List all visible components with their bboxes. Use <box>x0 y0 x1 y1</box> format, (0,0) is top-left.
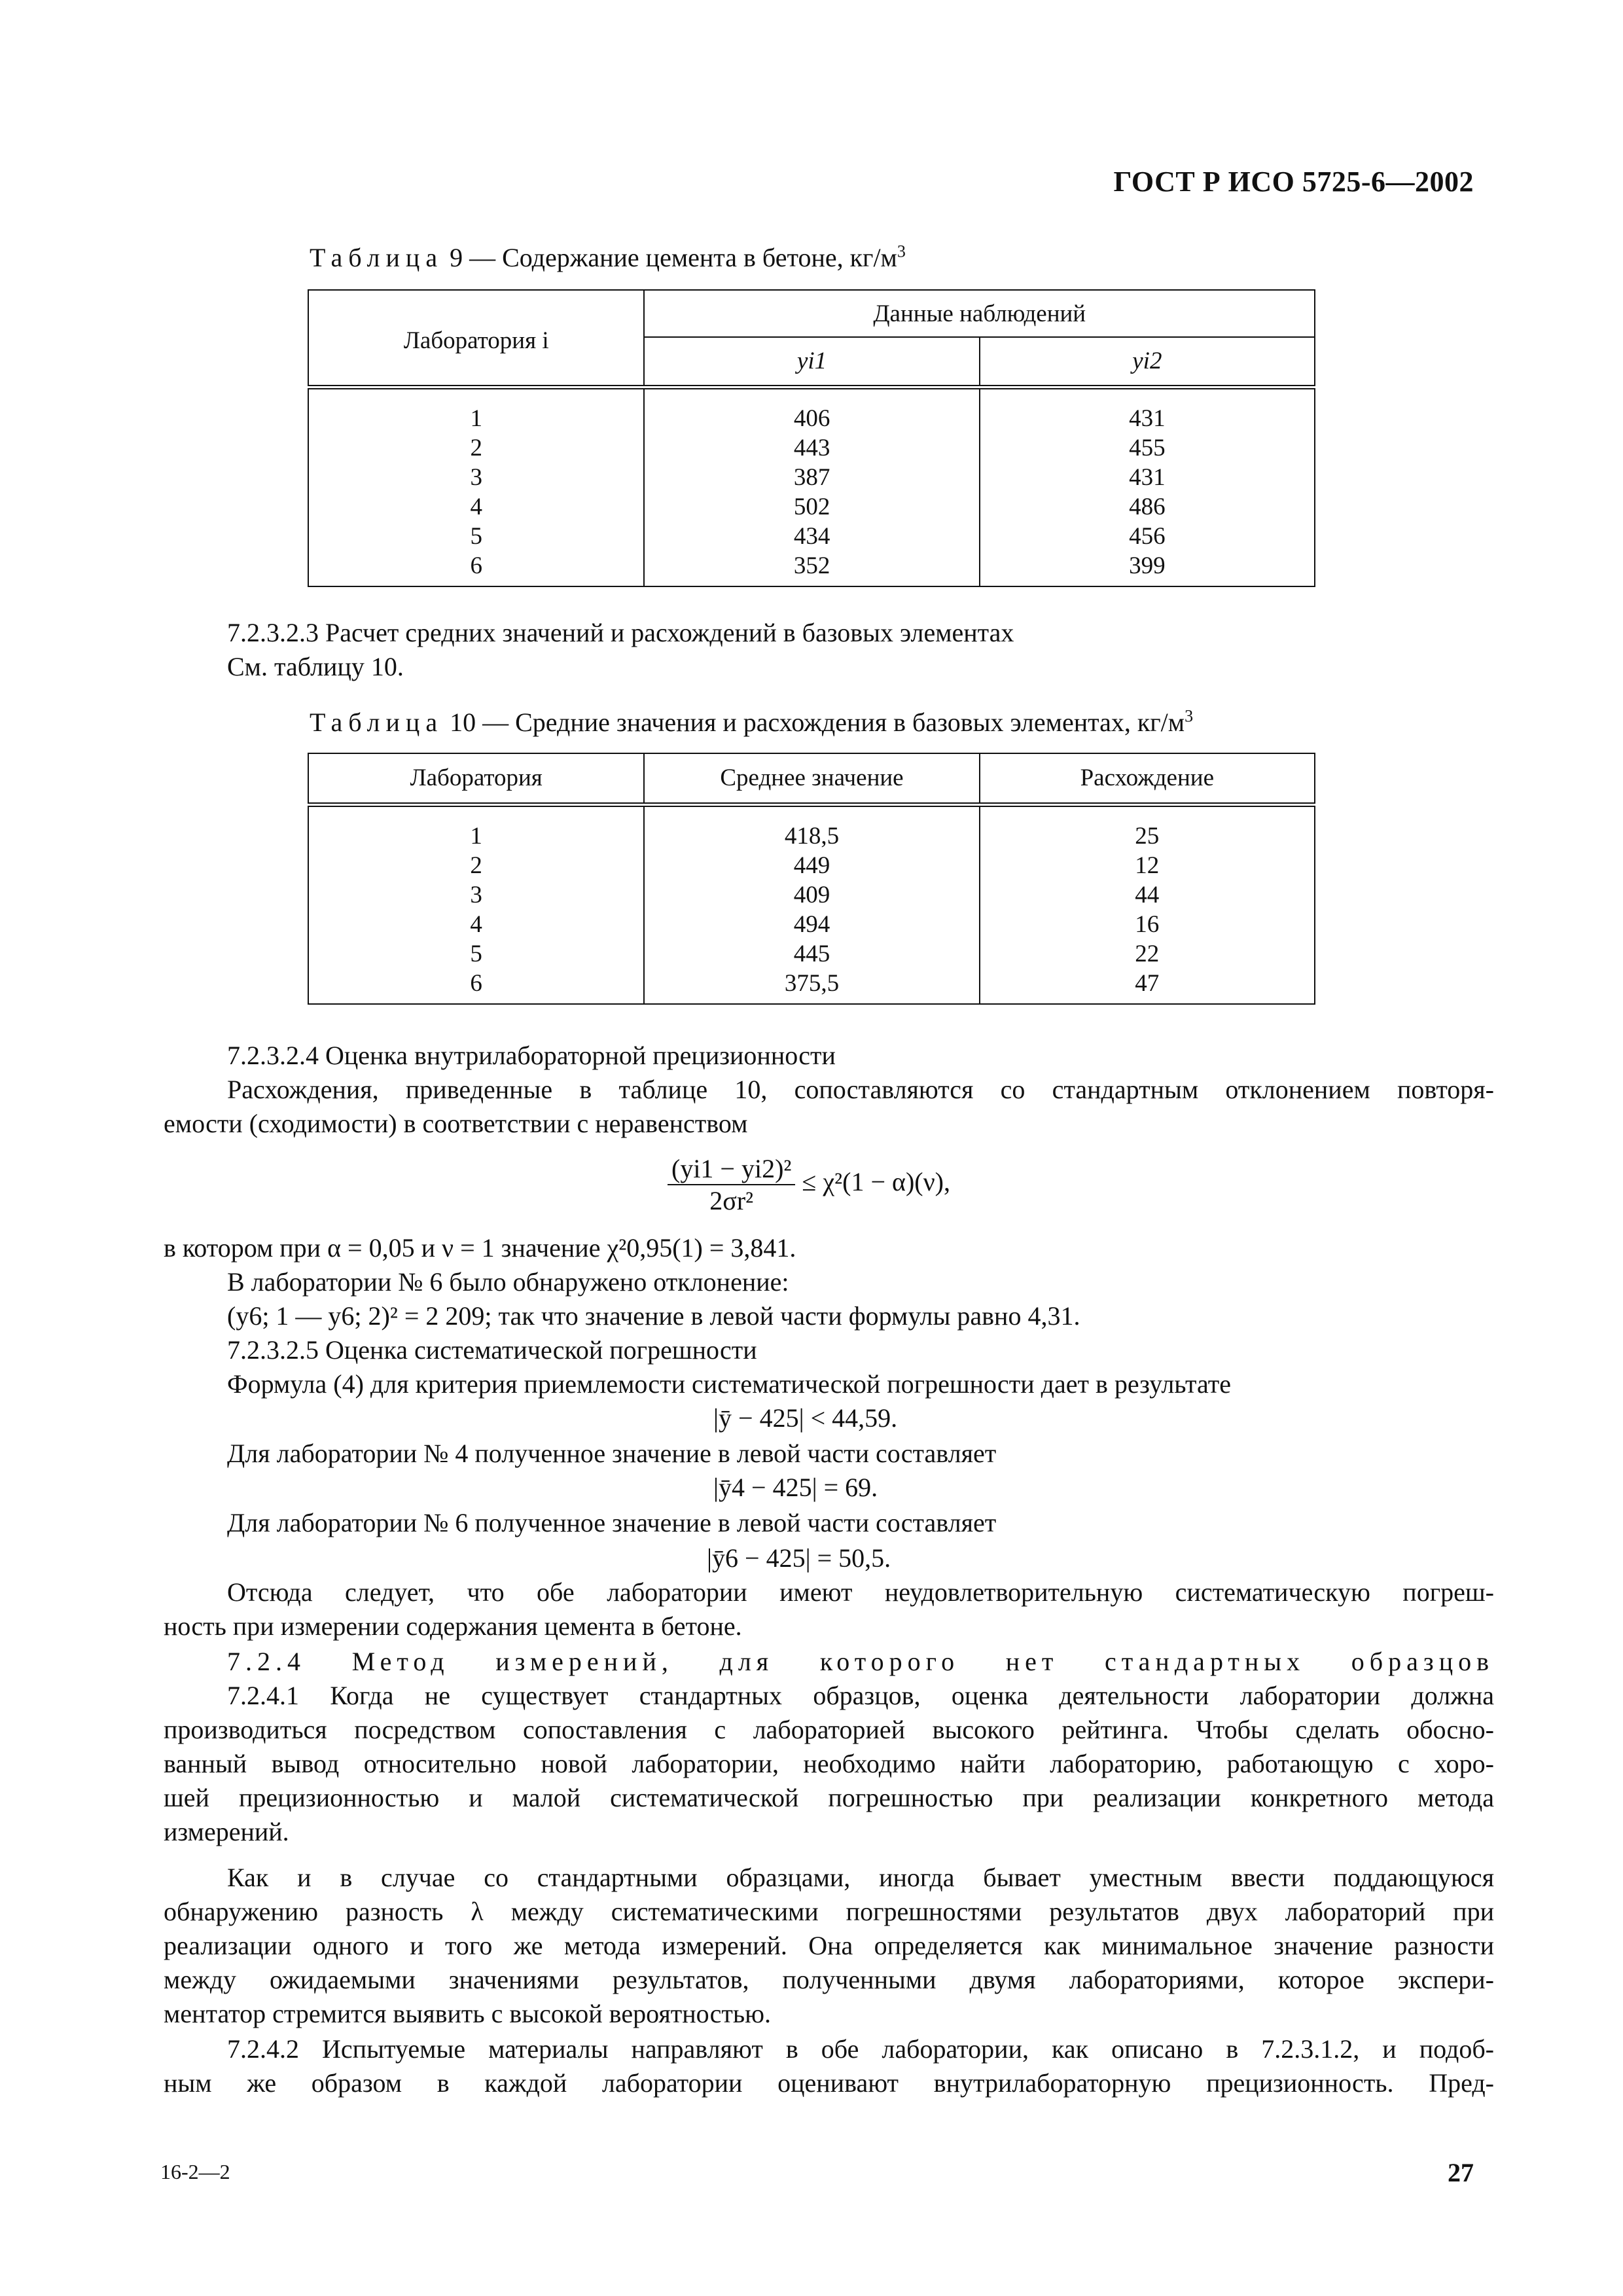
section-7-2-3-2-5-title: 7.2.3.2.5 Оценка систематической погрешности <box>227 1335 757 1365</box>
section-7-2-4-p2-line5: ментатор стремится выявить с высокой вероятностью. <box>164 1999 771 2028</box>
section-7-2-4-p1-line4: шей прецизионностью и малой систематической погрешностью при реализации конкретного метода <box>164 1783 1494 1812</box>
footer-code: 16-2—2 <box>160 2160 230 2183</box>
section-7-2-4-p2-line1: Как и в случае со стандартными образцами, иногда бывает уместным ввести поддающуюся <box>227 1863 1494 1892</box>
section-7-2-4-p2-line4: между ожидаемыми значениями результатов, полученными двумя лабораториями, которое экспери- <box>164 1965 1494 1994</box>
bias-equation-1: |ȳ − 425| < 44,59. <box>713 1403 898 1433</box>
table9-caption <box>310 242 906 273</box>
bias-equation-2: |ȳ4 − 425| = 69. <box>713 1473 878 1502</box>
section-7-2-4-p1-line5: измерений. <box>164 1817 289 1846</box>
section-7-2-3-2-4-line1: Расхождения, приведенные в таблице 10, сопоставляются со стандартным отклонением повторя- <box>227 1075 1494 1104</box>
table10-mean-column: 418,5 449 409 494 445 375,5 <box>644 804 979 1004</box>
section-7-2-3-2-3-title: 7.2.3.2.3 Расчет средних значений и расхождений в базовых элементах <box>227 618 1014 647</box>
table10-caption-sup: 3 <box>1185 706 1194 726</box>
table10-col-mean: Среднее значение <box>644 753 979 804</box>
section-7-2-4-p1-line3: ванный вывод относительно новой лаборатории, необходимо найти лабораторию, работающую с хоро- <box>164 1749 1494 1778</box>
table10-col-diff: Расхождение <box>980 753 1315 804</box>
table9-col-lab: Лаборатория i <box>308 290 644 387</box>
inequality-fraction <box>668 1153 795 1216</box>
section-7-2-3-2-4-line2: емости (сходимости) в соответствии с неравенством <box>164 1109 748 1138</box>
table9-caption-text: 9 — Содержание цемента в бетоне, кг/м <box>443 243 897 272</box>
table10-diff-column: 25 12 44 16 22 47 <box>980 804 1315 1004</box>
section-7-2-4-p3-line1: 7.2.4.2 Испытуемые материалы направляют в обе лаборатории, как описано в 7.2.3.1.2, и подоб- <box>227 2034 1494 2064</box>
section-7-2-3-2-4-line4: В лаборатории № 6 было обнаружено отклонение: <box>227 1267 789 1297</box>
section-7-2-3-2-4-line3: в котором при α = 0,05 и ν = 1 значение χ²0,95(1) = 3,841. <box>164 1233 796 1263</box>
table10-caption <box>310 707 1193 738</box>
table10-label: Таблица <box>310 708 444 737</box>
table9 <box>308 289 1315 587</box>
document-code: ГОСТ Р ИСО 5725-6—2002 <box>1113 166 1474 198</box>
table9-caption-sup: 3 <box>897 242 906 261</box>
table9-lab-column: 1 2 3 4 5 6 <box>308 387 644 586</box>
section-7-2-4-p2-line2: обнаружению разность λ между систематическими погрешностями результатов двух лабораторий при <box>164 1897 1494 1926</box>
section-7-2-3-2-5-line2: Для лаборатории № 4 полученное значение в левой части составляет <box>227 1439 997 1468</box>
section-7-2-3-2-4-title: 7.2.3.2.4 Оценка внутрилабораторной прецизионности <box>227 1041 836 1070</box>
section-7-2-3-2-5-line1: Формула (4) для критерия приемлемости систематической погрешности дает в результате <box>227 1369 1231 1399</box>
section-7-2-4-title: 7.2.4 Метод измерений, для которого нет стандартных образцов <box>227 1647 1494 1676</box>
section-7-2-3-2-3-ref: См. таблицу 10. <box>227 652 404 681</box>
conclusion-line1: Отсюда следует, что обе лаборатории имеют неудовлетворительную систематическую погреш- <box>227 1577 1494 1607</box>
table9-y2-column: 431 455 431 486 456 399 <box>980 387 1315 586</box>
table9-col-y2: yi2 <box>980 337 1315 387</box>
section-7-2-4-p1-line2: производиться посредством сопоставления с лабораторией высокого рейтинга. Чтобы сделать обосно- <box>164 1715 1494 1744</box>
table9-y1-column: 406 443 387 502 434 352 <box>644 387 979 586</box>
section-7-2-3-2-5-line3: Для лаборатории № 6 полученное значение в левой части составляет <box>227 1508 997 1537</box>
table10-caption-text: 10 — Средние значения и расхождения в базовых элементах, кг/м <box>443 708 1185 737</box>
section-7-2-4-p3-line2: ным же образом в каждой лаборатории оценивают внутрилабораторную прецизионность. Пред- <box>164 2068 1494 2098</box>
table10 <box>308 753 1315 1005</box>
inequality-denominator: 2σr² <box>709 1186 754 1215</box>
table9-col-group: Данные наблюдений <box>644 290 1315 337</box>
repeatability-inequality <box>668 1153 950 1216</box>
table10-lab-column: 1 2 3 4 5 6 <box>308 804 644 1004</box>
page-number: 27 <box>1448 2158 1474 2187</box>
table9-col-y1: yi1 <box>644 337 979 387</box>
section-7-2-3-2-4-line5: (y6; 1 — y6; 2)² = 2 209; так что значение в левой части формулы равно 4,31. <box>227 1301 1080 1331</box>
inequality-numerator: (yi1 − yi2)² <box>668 1153 795 1185</box>
section-7-2-4-p1-line1: 7.2.4.1 Когда не существует стандартных образцов, оценка деятельности лаборатории должна <box>227 1681 1494 1710</box>
table9-label: Таблица <box>310 243 444 272</box>
section-7-2-4-p2-line3: реализации одного и того же метода измерений. Она определяется как минимальное значение разности <box>164 1931 1494 1960</box>
conclusion-line2: ность при измерении содержания цемента в бетоне. <box>164 1611 742 1641</box>
inequality-rhs: ≤ χ²(1 − α)(ν), <box>802 1167 951 1197</box>
bias-equation-3: |ȳ6 − 425| = 50,5. <box>707 1543 891 1573</box>
table10-col-lab: Лаборатория <box>308 753 644 804</box>
